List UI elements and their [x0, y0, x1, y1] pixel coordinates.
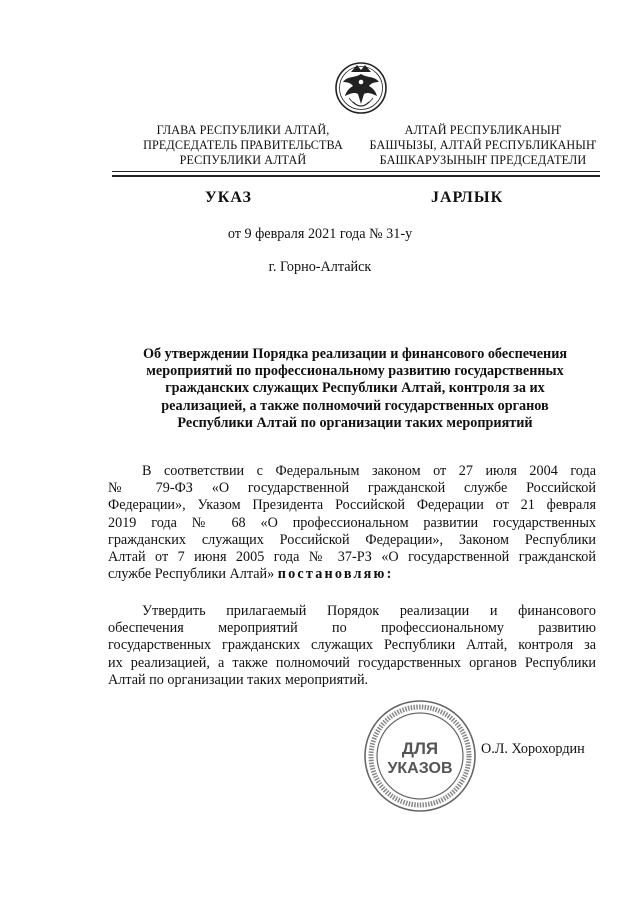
document-date-number: от 9 февраля 2021 года № 31-у	[227, 226, 413, 242]
paragraph-line: Федерации», Указом Президента Российской Федерации от 21 февраля	[108, 497, 596, 514]
header-left-line: ГЛАВА РЕСПУБЛИКИ АЛТАЙ,	[156, 123, 330, 137]
heading-line: Республики Алтай по организации таких мероприятий	[177, 414, 533, 431]
paragraph-line: государственных гражданских служащих Республики Алтай, контроля за	[108, 637, 596, 654]
paragraph-line	[108, 603, 596, 620]
header-left-line: РЕСПУБЛИКИ АЛТАЙ	[179, 153, 307, 167]
header-divider-thick	[112, 175, 600, 177]
resolution-paragraph	[108, 603, 596, 689]
paragraph-line: их реализацией, а также полномочий государственных органов Республики	[108, 654, 596, 671]
heading-line: мероприятий по профессиональному развитию государственных	[146, 363, 564, 380]
paragraph-line-text: В соответствии с Федеральным законом от 27 июля 2004 года	[142, 463, 596, 479]
heading-line: реализацией, а также полномочий государственных органов	[161, 397, 549, 414]
header-right-line: БАШКАРУЗЫНЫҤ ПРЕДСЕДАТЕЛИ	[379, 153, 587, 167]
paragraph-line: Алтай по организации таких мероприятий.	[108, 671, 369, 688]
decree-word: постановляю:	[277, 566, 394, 583]
paragraph-line-text: службе Республики Алтай»	[108, 566, 275, 583]
preamble-paragraph	[108, 463, 596, 583]
header-right-block	[352, 123, 614, 168]
paragraph-line: 2019 года № 68 «О профессиональном развитии государственных	[108, 514, 596, 531]
paragraph-line: гражданских служащих Российской Федерации», Законом Республики	[108, 531, 596, 548]
official-stamp	[362, 698, 478, 814]
heading-line: гражданских служащих Республики Алтай, контроля за их	[165, 380, 545, 397]
paragraph-line: обеспечения мероприятий по профессиональному развитию	[108, 620, 596, 637]
coat-of-arms-emblem-icon	[333, 58, 389, 120]
paragraph-line	[108, 566, 596, 583]
document-title-altai: ЈАРЛЫК	[431, 189, 504, 206]
paragraph-line-text: Утвердить прилагаемый Порядок реализации и финансового	[142, 603, 596, 619]
header-right-line: БАШЧЫЗЫ, АЛТАЙ РЕСПУБЛИКАНЫҤ	[369, 138, 597, 152]
stamp-line-2: УКАЗОВ	[387, 760, 453, 777]
document-city: г. Горно-Алтайск	[268, 259, 372, 275]
header-divider-thin	[112, 171, 600, 172]
header-left-line: ПРЕДСЕДАТЕЛЬ ПРАВИТЕЛЬСТВА	[143, 138, 343, 152]
header-right-line: АЛТАЙ РЕСПУБЛИКАНЫҤ	[404, 123, 562, 137]
header-left-block	[118, 123, 368, 168]
paragraph-line	[108, 463, 596, 480]
heading-line: Об утверждении Порядка реализации и финансового обеспечения	[142, 346, 568, 362]
stamp-line-1: ДЛЯ	[401, 739, 439, 758]
document-title-russian: УКАЗ	[205, 189, 252, 206]
paragraph-line: № 79-ФЗ «О государственной гражданской службе Российской	[108, 480, 596, 497]
document-heading	[108, 346, 602, 432]
signatory-name: О.Л. Хорохордин	[481, 741, 585, 757]
paragraph-line: Алтай от 7 июня 2005 года № 37-РЗ «О государственной гражданской	[108, 548, 596, 565]
